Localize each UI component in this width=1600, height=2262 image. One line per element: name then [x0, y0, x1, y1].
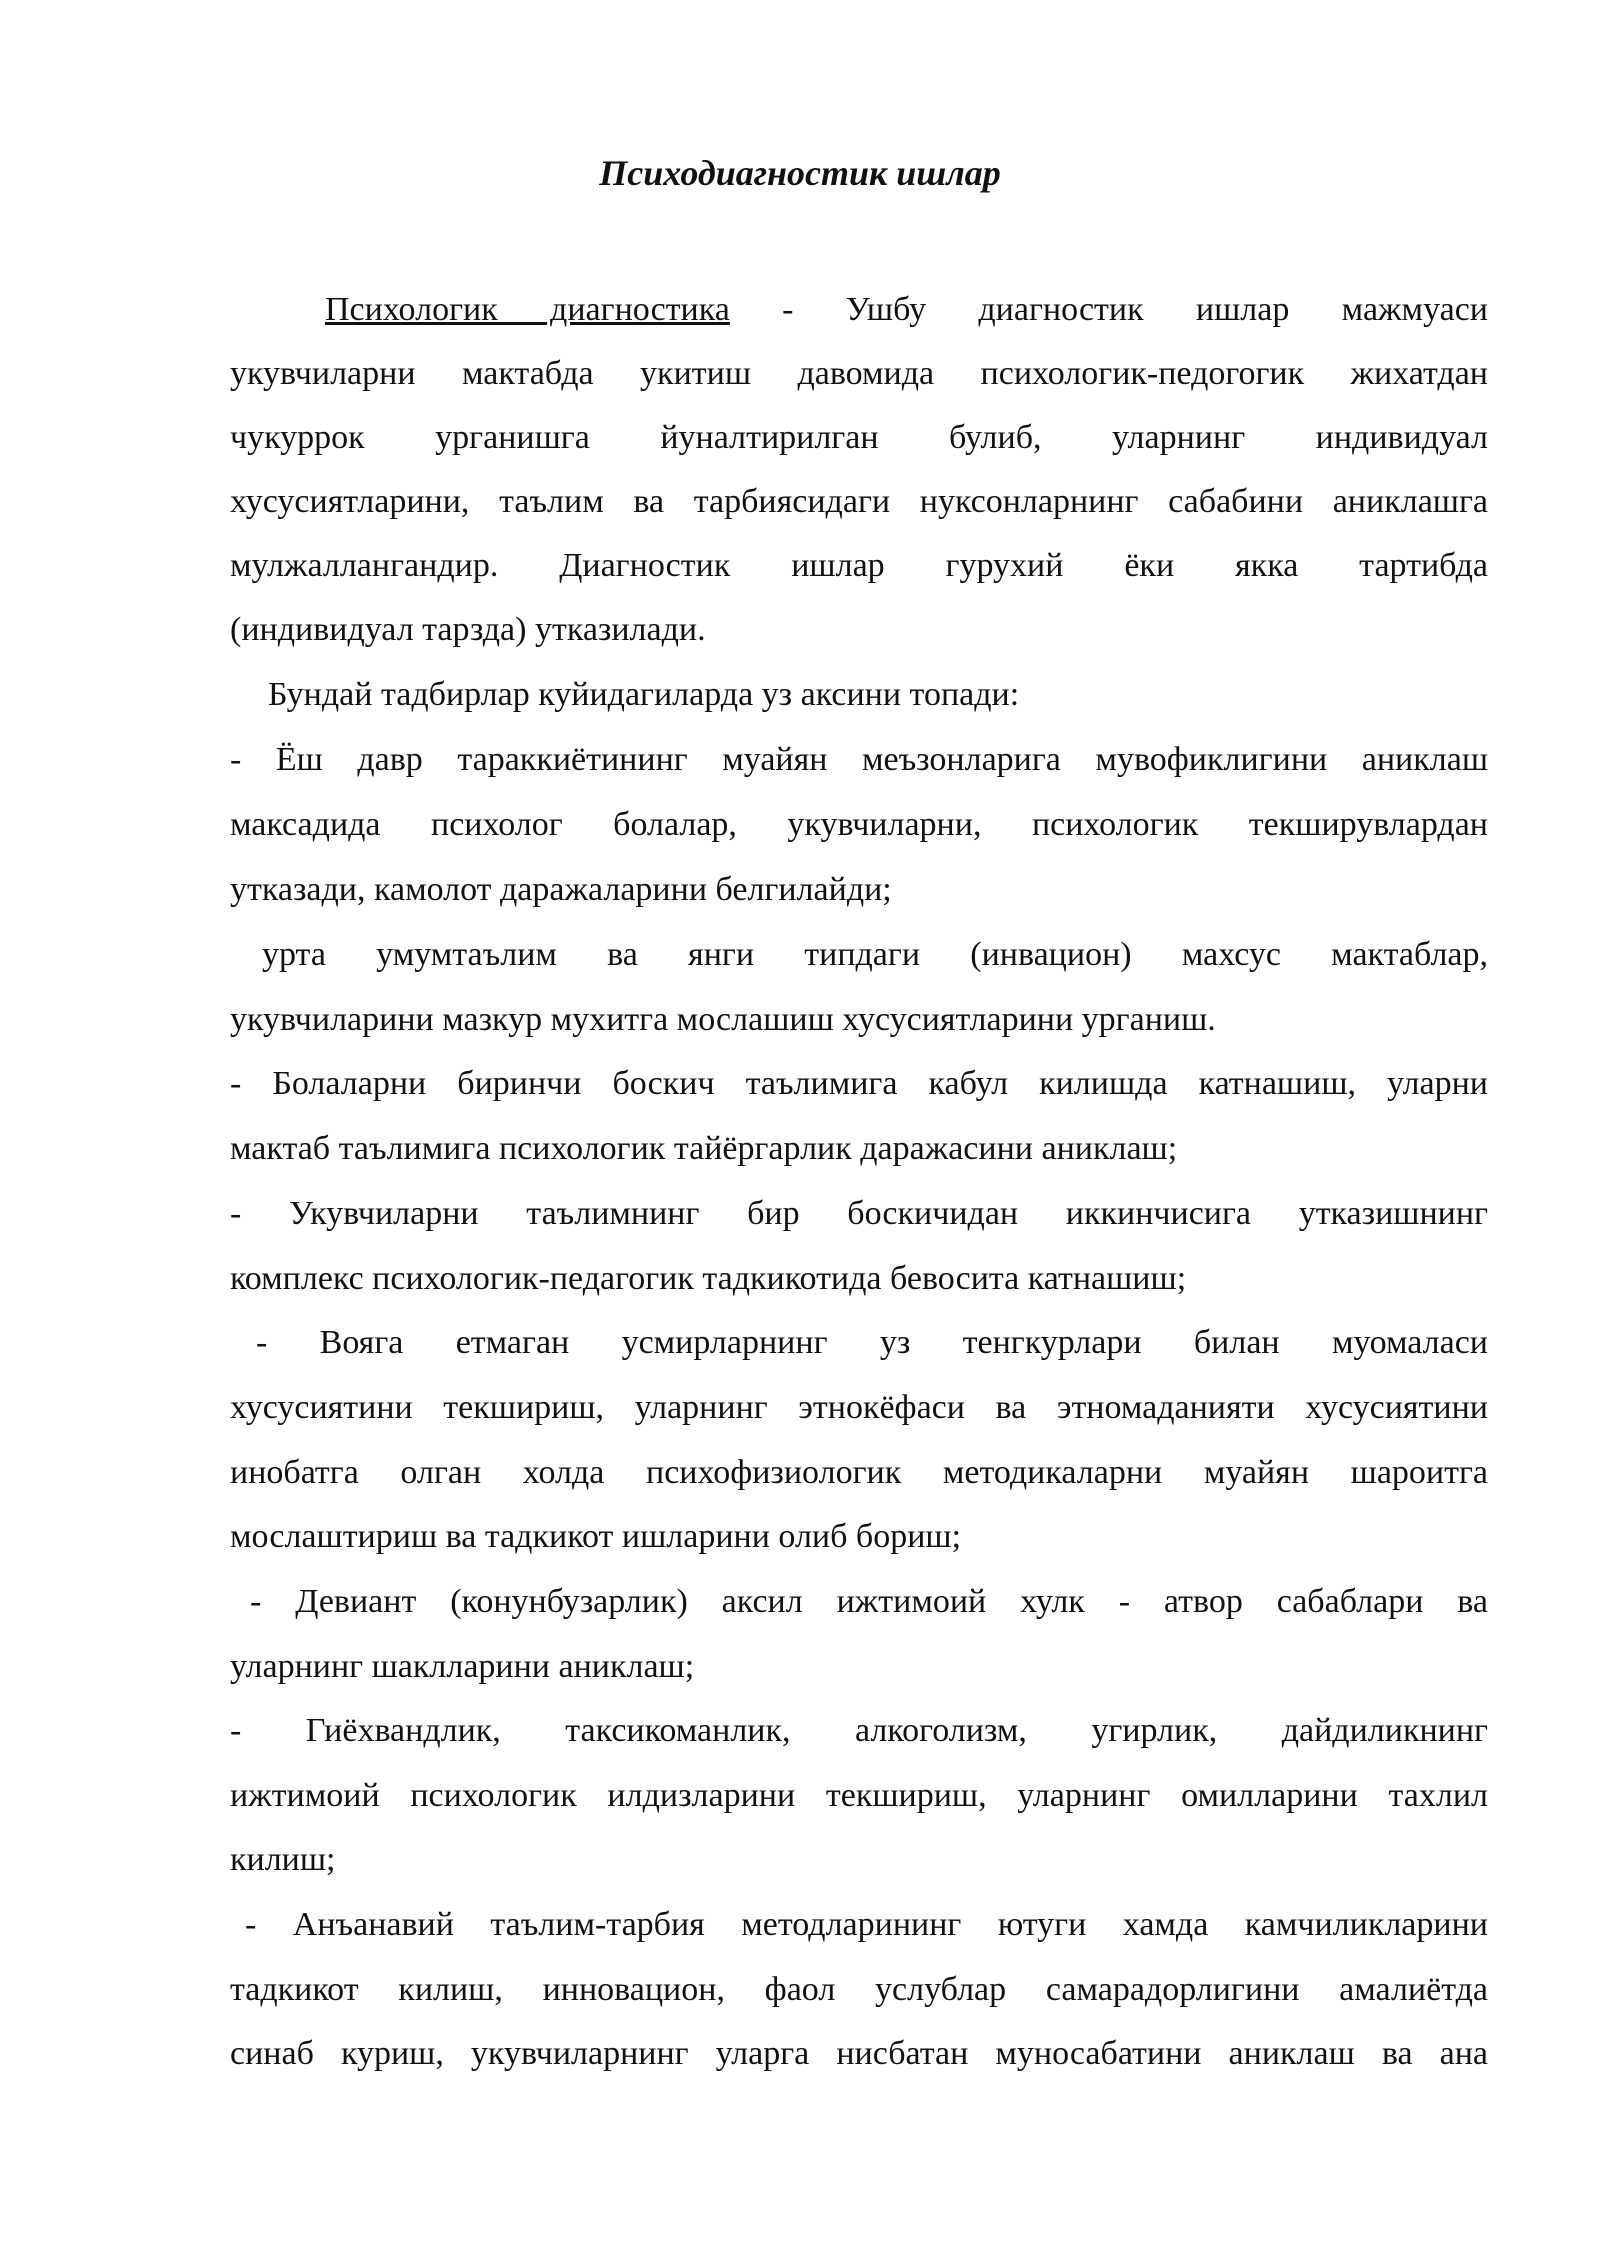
- list-item-line: - Анъанавий таълим-тарбия методларининг ютуги хамда камчиликларини: [245, 1906, 1488, 1943]
- paragraph-line: мулжаллангандир. Диагностик ишлар гурухий ёки якка тартибда: [230, 547, 1488, 584]
- paragraph-line: чукуррок урганишга йуналтирилган булиб, уларнинг индивидуал: [230, 419, 1488, 456]
- paragraph-line: хусусиятларини, таълим ва тарбиясидаги нуксонларнинг сабабини аниклашга: [230, 483, 1488, 520]
- paragraph-line: [325, 290, 1488, 330]
- paragraph-text: - Ушбу диагностик ишлар мажмуаси: [729, 291, 1488, 328]
- list-item-line: утказади, камолот даражаларини белгилайди;: [230, 871, 892, 908]
- term-underlined: Психологик диагностика: [325, 291, 730, 328]
- list-item-line: укувчиларини мазкур мухитга мослашиш хусусиятларини урганиш.: [230, 1001, 1216, 1038]
- list-item-line: максадида психолог болалар, укувчиларни, психологик текширувлардан: [230, 806, 1488, 843]
- paragraph-line: укувчиларни мактабда укитиш давомида психологик-педогогик жихатдан: [230, 355, 1488, 392]
- list-item-line: синаб куриш, укувчиларнинг уларга нисбатан муносабатини аниклаш ва ана: [230, 2035, 1488, 2072]
- document-title: Психодиагностик ишлар: [599, 153, 1001, 193]
- list-item-line: уларнинг шаклларини аниклаш;: [230, 1648, 695, 1685]
- list-item-line: инобатга олган холда психофизиологик методикаларни муайян шароитга: [230, 1454, 1488, 1491]
- list-item-line: ижтимоий психологик илдизларини текшириш, уларнинг омилларини тахлил: [230, 1777, 1488, 1814]
- list-item-line: комплекс психологик-педагогик тадкикотида бевосита катнашиш;: [230, 1260, 1187, 1297]
- list-item-line: - Укувчиларни таълимнинг бир боскичидан иккинчисига утказишнинг: [230, 1195, 1488, 1232]
- list-item-line: тадкикот килиш, инновацион, фаол услублар самарадорлигини амалиётда: [230, 1971, 1488, 2008]
- list-item-line: урта умумтаълим ва янги типдаги (инвацион) махсус мактаблар,: [262, 936, 1488, 973]
- paragraph-line: Бундай тадбирлар куйидагиларда уз аксини топади:: [268, 676, 1020, 713]
- list-item-line: килиш;: [230, 1841, 336, 1878]
- paragraph-line: (индивидуал тарзда) утказилади.: [230, 611, 706, 648]
- list-item-line: мактаб таълимига психологик тайёргарлик даражасини аниклаш;: [230, 1130, 1178, 1167]
- list-item-line: мослаштириш ва тадкикот ишларини олиб бориш;: [230, 1518, 962, 1555]
- list-item-line: хусусиятини текшириш, уларнинг этнокёфаси ва этномаданияти хусусиятини: [230, 1389, 1488, 1426]
- list-item-line: - Болаларни биринчи боскич таълимига кабул килишда катнашиш, уларни: [230, 1065, 1488, 1102]
- list-item-line: - Вояга етмаган усмирларнинг уз тенгкурлари билан муомаласи: [256, 1324, 1488, 1361]
- list-item-line: - Девиант (конунбузарлик) аксил ижтимоий хулк - атвор сабаблари ва: [250, 1583, 1488, 1620]
- list-item-line: - Ёш давр тараккиётининг муайян меъзонларига мувофиклигини аниклаш: [230, 741, 1488, 778]
- list-item-line: - Гиёхвандлик, таксикоманлик, алкоголизм, угирлик, дайдиликнинг: [230, 1712, 1488, 1749]
